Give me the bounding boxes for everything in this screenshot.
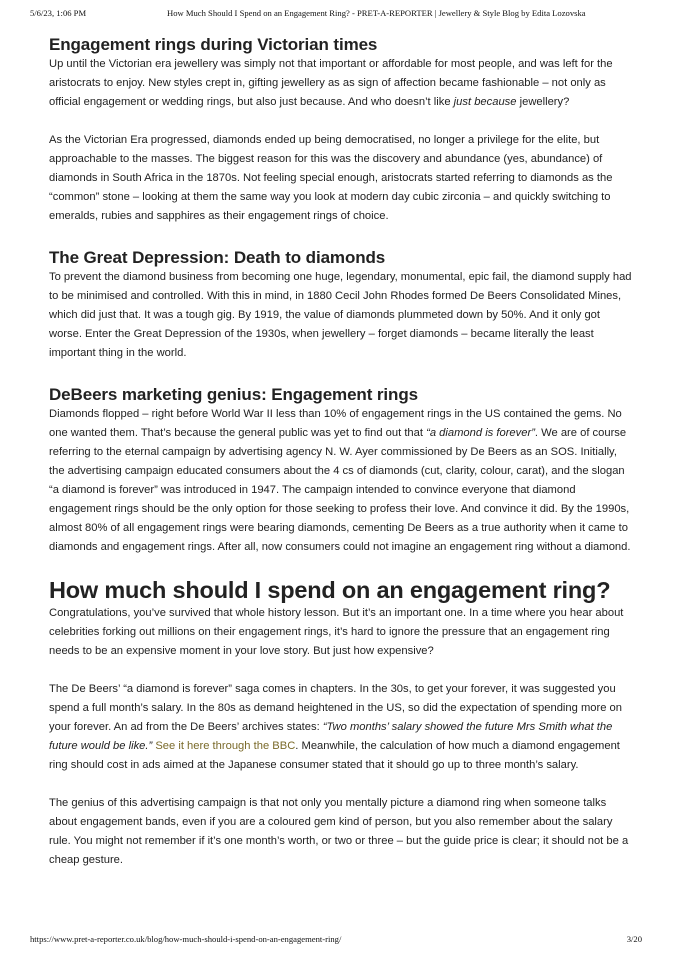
print-header [30, 8, 650, 22]
text-victorian-1-emphasis: just because [453, 96, 517, 108]
print-url: https://www.pret-a-reporter.co.uk/blog/how-much-should-i-spend-on-an-engagement-ring/ [30, 934, 342, 944]
text-debeers-1-emphasis: “a diamond is forever” [426, 427, 535, 439]
paragraph-how-much-2 [49, 680, 633, 775]
text-how-much-2b: . Meanwhile, the calculation of how much a diamond engagement ring should cost in ads aimed at the Japanese consumer stated that it should go up to three month’s salary. [49, 740, 620, 771]
heading-how-much: How much should I spend on an engagement ring? [49, 577, 611, 603]
paragraph-victorian-2: As the Victorian Era progressed, diamonds ended up being democratised, no longer a privilege for the elite, but approachable to the masses. The biggest reason for this was the discovery and abundance (yes, abundance) of diamonds in South Africa in the 1870s. Not feeling special enough, aristocrats started referring to diamonds as the “common” stone – looking at them the same way you look at modern day cubic zirconia – and quickly switching to emeralds, rubies and sapphires as their engagement rings of choice. [49, 134, 613, 222]
paragraph-victorian-1 [49, 55, 633, 112]
paragraph-how-much-3: The genius of this advertising campaign is that not only you mentally picture a diamond ring when someone talks about engagement bands, even if you are a coloured gem kind of person, but you also remember about the salary rule. You might not remember if it’s one month’s worth, or two or three – but the guide price is clear; it should not be a cheap gesture. [49, 797, 629, 866]
article-body [49, 35, 633, 870]
text-victorian-1b: jewellery? [516, 96, 570, 108]
heading-debeers: DeBeers marketing genius: Engagement rings [49, 385, 418, 404]
text-how-much-2-quote: “Two months’ salary showed the future Mrs Smith what the future would be like.” [49, 721, 613, 752]
print-footer [30, 934, 650, 948]
text-debeers-1b: . We are of course referring to the eternal campaign by advertising agency N. W. Ayer commissioned by De Beers as an SOS. Initially, the advertising campaign educated consumers about the 4 cs of diamonds (cut, clarity, colour, carat), and the slogan “a diamond is forever” was introduced in 1947. The campaign intended to convince everyone that diamond engagement rings should be the only option for those seeking to profess their love. And convince it did. By the 1990s, almost 80% of all engagement rings were bearing diamonds, cementing De Beers as a true authority when it came to diamonds and engagement rings. After all, now consumers could not imagine an engagement ring without a diamond. [49, 427, 631, 553]
print-date: 5/6/23, 1:06 PM [30, 8, 87, 18]
heading-victorian: Engagement rings during Victorian times [49, 35, 378, 54]
paragraph-depression-1: To prevent the diamond business from becoming one huge, legendary, monumental, epic fail, the diamond supply had to be minimised and controlled. With this in mind, in 1880 Cecil John Rhodes formed De Beers Consolidated Mines, which did just that. It was a tough gig. By 1919, the value of diamonds plummeted down by 50%. And it only got worse. Enter the Great Depression of the 1930s, when jewellery – forget diamonds – became literally the least important thing in the world. [49, 271, 632, 359]
bbc-link[interactable]: See it here through the BBC [155, 740, 296, 752]
text-victorian-1a: Up until the Victorian era jewellery was simply not that important or affordable for most people, and was left for the aristocrats to enjoy. New styles crept in, gifting jewellery as as sign of affection became fashionable – not only as official engagement or wedding rings, but also just because. And who doesn’t like [49, 58, 613, 108]
text-debeers-1a: Diamonds flopped – right before World War II less than 10% of engagement rings in the US contained the gems. No one wanted them. That’s because the general public was yet to find out that [49, 408, 622, 439]
print-page-title: How Much Should I Spend on an Engagement Ring? - PRET-A-REPORTER | Jewellery & Style Blog by Edita Lozovska [167, 8, 586, 18]
paragraph-how-much-1: Congratulations, you’ve survived that whole history lesson. But it’s an important one. In a time where you hear about celebrities forking out millions on their engagement rings, it’s hard to ignore the pressure that an engagement ring needs to be an expensive moment in your love story. But just how expensive? [49, 607, 624, 657]
text-how-much-2a: The De Beers’ “a diamond is forever” saga comes in chapters. In the 30s, to get your forever, it was suggested you spend a full month’s salary. In the 80s as demand heightened in the US, so did the expectation of spending more on your forever. An ad from the De Beers’ archives states: [49, 683, 623, 733]
page-number: 3/20 [626, 934, 642, 944]
heading-depression: The Great Depression: Death to diamonds [49, 248, 386, 267]
paragraph-debeers-1 [49, 405, 633, 557]
